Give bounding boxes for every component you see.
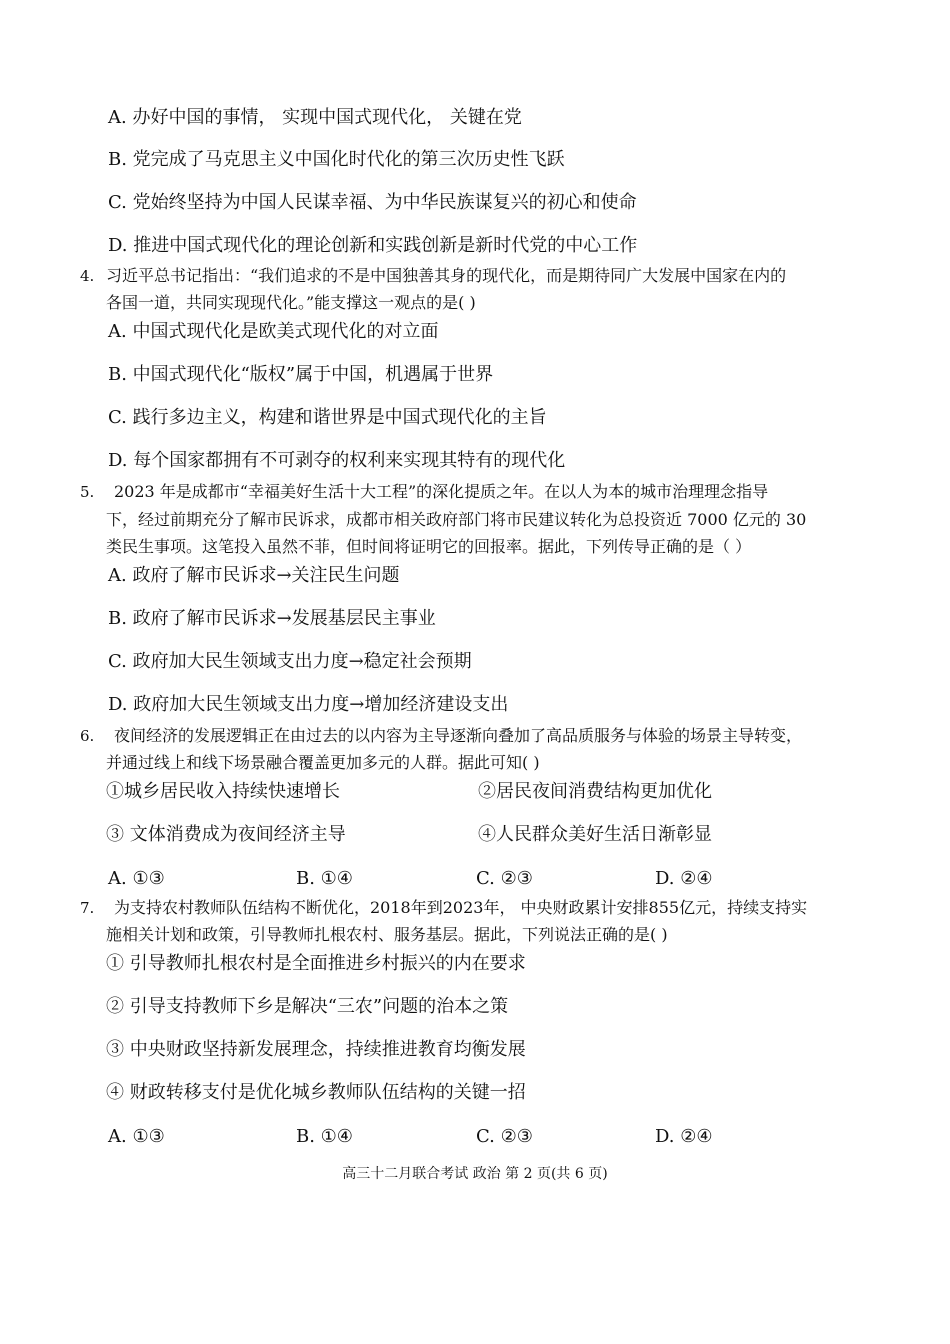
q4-option-a: A. 中国式现代化是欧美式现代化的对立面 [108,321,439,342]
q6-choice-a: A. ①③ [108,868,165,889]
q3-option-c: C. 党始终坚持为中国人民谋幸福、为中华民族谋复兴的初心和使命 [108,192,637,213]
q5-option-b: B. 政府了解市民诉求→发展基层民主事业 [108,608,436,629]
q7-number: 7. [80,899,95,917]
q5-stem-line-2: 下，经过前期充分了解市民诉求，成都市相关政府部门将市民建议转化为总投资近 7000 亿元的 30 [106,510,807,529]
q7-choice-d: D. ②④ [655,1126,713,1147]
q3-option-a: A. 办好中国的事情， 实现中国式现代化， 关键在党 [108,107,522,128]
q6-item-2: ②居民夜间消费结构更加优化 [478,781,712,802]
q5-stem-line-3: 类民生事项。这笔投入虽然不菲，但时间将证明它的回报率。据此，下列传导正确的是（ ） [106,537,752,556]
q4-number: 4. [80,267,95,285]
q4-stem-line-2: 各国一道，共同实现现代化。”能支撑这一观点的是( ) [106,293,476,312]
q7-item-1: ① 引导教师扎根农村是全面推进乡村振兴的内在要求 [106,953,526,974]
q7-item-2: ② 引导支持教师下乡是解决“三农”问题的治本之策 [106,996,509,1017]
q4-option-b: B. 中国式现代化“版权”属于中国，机遇属于世界 [108,364,494,385]
page-footer: 高三十二月联合考试 政治 第 2 页(共 6 页) [342,1166,608,1182]
q5-option-a: A. 政府了解市民诉求→关注民生问题 [108,565,400,586]
q6-stem-line-1: 夜间经济的发展逻辑正在由过去的以内容为主导逐渐向叠加了高品质服务与体验的场景主导转变， [114,726,803,745]
q5-stem-line-1: 2023 年是成都市“幸福美好生活十大工程”的深化提质之年。在以人为本的城市治理理念指导 [114,482,769,501]
q6-stem-line-2: 并通过线上和线下场景融合覆盖更加多元的人群。据此可知( ) [106,753,540,772]
q4-option-c: C. 践行多边主义，构建和谐世界是中国式现代化的主旨 [108,407,547,428]
q6-number: 6. [80,727,95,745]
q5-number: 5. [80,483,95,501]
q6-item-3: ③ 文体消费成为夜间经济主导 [106,824,346,845]
q5-option-d: D. 政府加大民生领域支出力度→增加经济建设支出 [108,694,509,715]
q7-item-4: ④ 财政转移支付是优化城乡教师队伍结构的关键一招 [106,1082,526,1103]
q6-item-1: ①城乡居民收入持续快速增长 [106,781,340,802]
q3-option-b: B. 党完成了马克思主义中国化时代化的第三次历史性飞跃 [108,149,565,170]
q4-stem-line-1: 习近平总书记指出：“我们追求的不是中国独善其身的现代化，而是期待同广大发展中国家在内的 [106,266,787,285]
q7-stem-line-1: 为支持农村教师队伍结构不断优化，2018年到2023年， 中央财政累计安排855亿元，持续支持实 [114,898,808,917]
q7-choice-c: C. ②③ [476,1126,533,1147]
q7-item-3: ③ 中央财政坚持新发展理念，持续推进教育均衡发展 [106,1039,526,1060]
q6-item-4: ④人民群众美好生活日渐彰显 [478,824,712,845]
q7-choice-a: A. ①③ [108,1126,165,1147]
q3-option-d: D. 推进中国式现代化的理论创新和实践创新是新时代党的中心工作 [108,235,638,256]
q6-choice-d: D. ②④ [655,868,713,889]
q6-choice-c: C. ②③ [476,868,533,889]
q5-option-c: C. 政府加大民生领域支出力度→稳定社会预期 [108,651,472,672]
q7-choice-b: B. ①④ [296,1126,353,1147]
q4-option-d: D. 每个国家都拥有不可剥夺的权利来实现其特有的现代化 [108,450,566,471]
q6-choice-b: B. ①④ [296,868,353,889]
q7-stem-line-2: 施相关计划和政策，引导教师扎根农村、服务基层。据此，下列说法正确的是( ) [106,925,668,944]
